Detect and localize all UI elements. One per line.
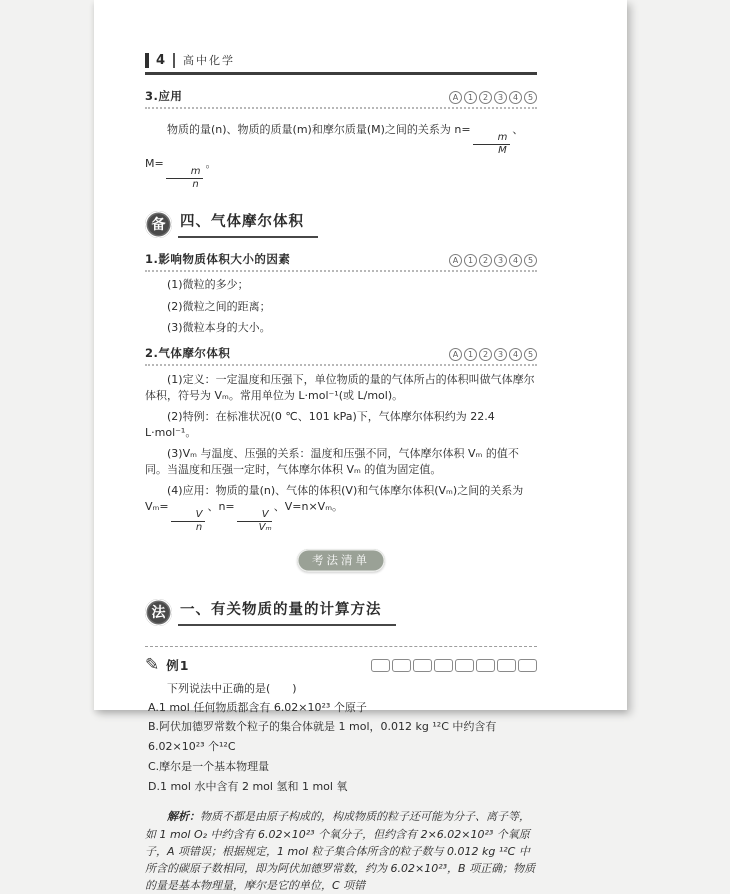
example-case-paragraph: (2)特例：在标准状况(0 ℃、101 kPa)下，气体摩尔体积约为 22.4 L·mol⁻¹。 — [145, 409, 495, 439]
option-d: D.1 mol 水中含有 2 mol 氢和 1 mol 氧 — [148, 779, 348, 793]
badge-icon: 1 — [464, 91, 477, 104]
formula-text: 、M= — [145, 123, 524, 170]
formula-text: 、n= — [207, 500, 235, 513]
answer-box[interactable] — [455, 659, 474, 672]
list-item: (3)微粒本身的大小。 — [167, 321, 271, 334]
difficulty-badges — [449, 348, 537, 361]
badge-icon: 2 — [479, 254, 492, 267]
section-title: 一、有关物质的量的计算方法 — [178, 598, 396, 626]
subsection-molar-volume — [145, 345, 537, 366]
answer-box[interactable] — [413, 659, 432, 672]
definition-paragraph: (1)定义：一定温度和压强下，单位物质的量的气体所占的体积叫做气体摩尔体积，符号为 Vₘ。常用单位为 L·mol⁻¹(或 L/mol)。 — [145, 372, 535, 402]
option-c: C.摩尔是一个基本物理量 — [148, 759, 270, 773]
header-divider — [173, 53, 175, 68]
badge-icon: A — [449, 91, 462, 104]
formula-text: (4)应用：物质的量(n)、气体的体积(V)和气体摩尔体积(Vₘ)之间的关系为 Vₘ= — [145, 483, 524, 513]
badge-icon: 4 — [509, 91, 522, 104]
example-separator — [145, 646, 537, 647]
badge-icon: 2 — [479, 348, 492, 361]
page-header — [145, 52, 537, 75]
list-item: (1)微粒的多少； — [167, 278, 249, 291]
book-page — [94, 0, 627, 892]
fraction: $\frac{V}{\text{Vₘ}}$ — [237, 510, 272, 533]
analysis-paragraph — [145, 808, 537, 893]
fraction: $\frac{V}{n}$ — [171, 510, 206, 533]
page-number-bar — [145, 53, 149, 68]
exam-list-row — [145, 549, 537, 572]
badge-icon: 3 — [494, 348, 507, 361]
subsection-application — [145, 88, 537, 109]
subsection-heading: 3.应用 — [145, 89, 183, 103]
exam-list-button[interactable]: 考法清单 — [297, 549, 385, 572]
answer-box[interactable] — [371, 659, 390, 672]
badge-icon: 5 — [524, 91, 537, 104]
factors-list — [145, 277, 537, 337]
page-number: 4 — [156, 52, 166, 68]
subsection-factors — [145, 251, 537, 272]
badge-icon: 3 — [494, 91, 507, 104]
badge-icon: 3 — [494, 254, 507, 267]
prepare-badge-icon: 备 — [145, 211, 172, 238]
application-formula-paragraph — [145, 122, 537, 190]
section-calculation-methods — [145, 598, 537, 626]
list-item: (2)微粒之间的距离； — [167, 299, 271, 313]
badge-icon: 1 — [464, 254, 477, 267]
relation-paragraph: (3)Vₘ 与温度、压强的关系：温度和压强不同，气体摩尔体积 Vₘ 的值不同。当温度和压强一定时，气体摩尔体积 Vₘ 的值为固定值。 — [145, 446, 519, 476]
method-badge-icon: 法 — [145, 599, 172, 626]
section-gas-molar-volume — [145, 210, 537, 238]
option-a: A.1 mol 任何物质都含有 6.02×10²³ 个原子 — [148, 700, 367, 714]
example-label: 例1 — [166, 658, 190, 673]
answer-box[interactable] — [476, 659, 495, 672]
badge-icon: 5 — [524, 348, 537, 361]
answer-box[interactable] — [497, 659, 516, 672]
answer-box[interactable] — [434, 659, 453, 672]
difficulty-badges — [449, 91, 537, 104]
fraction: $\frac{m}{M}$ — [473, 133, 511, 156]
difficulty-badges — [449, 254, 537, 267]
formula-text: 物质的量(n)、物质的质量(m)和摩尔质量(M)之间的关系为 n= — [167, 123, 471, 136]
badge-icon: 4 — [509, 348, 522, 361]
subsection-heading: 1.影响物质体积大小的因素 — [145, 252, 291, 266]
answer-boxes — [371, 659, 537, 672]
option-list — [145, 698, 537, 797]
subsection-heading: 2.气体摩尔体积 — [145, 345, 231, 360]
option-b: B.阿伏加德罗常数个粒子的集合体就是 1 mol，0.012 kg ¹²C 中约含有 6.02×10²³ 个¹²C — [148, 720, 497, 754]
pencil-icon: ✎ — [145, 655, 160, 675]
section-title: 四、气体摩尔体积 — [178, 210, 318, 238]
fraction: $\frac{m}{n}$ — [166, 167, 204, 190]
page-content — [94, 0, 627, 894]
badge-icon: 5 — [524, 254, 537, 267]
application-paragraph — [145, 483, 537, 534]
badge-icon: 2 — [479, 91, 492, 104]
question-text: 下列说法中正确的是( ) — [167, 682, 297, 695]
book-title: 高中化学 — [183, 54, 236, 67]
badge-icon: A — [449, 348, 462, 361]
analysis-label: 解析： — [167, 810, 200, 824]
example-header — [145, 655, 537, 675]
answer-box[interactable] — [518, 659, 537, 672]
answer-box[interactable] — [392, 659, 411, 672]
formula-text: 。 — [205, 157, 217, 170]
badge-icon: 1 — [464, 348, 477, 361]
formula-text: 、V=n×Vₘ。 — [273, 500, 344, 513]
badge-icon: 4 — [509, 254, 522, 267]
analysis-text: 物质不都是由原子构成的，构成物质的粒子还可能为分子、离子等，如 1 mol O₂ 中约含有 6.02×10²³ 个氧分子，但约含有 2×6.02×10²³ 个氧原子，A 项错误；根据规定，1 mol 粒子集合体所含的粒子数与 0.012 kg ¹²C 中所含的碳原子数相同，即为阿伏加德罗常数，约为 6.02×10²³，B 项正确；物质的量是基本物理量，摩尔是它的单位，C 项错 — [145, 810, 536, 892]
badge-icon: A — [449, 254, 462, 267]
